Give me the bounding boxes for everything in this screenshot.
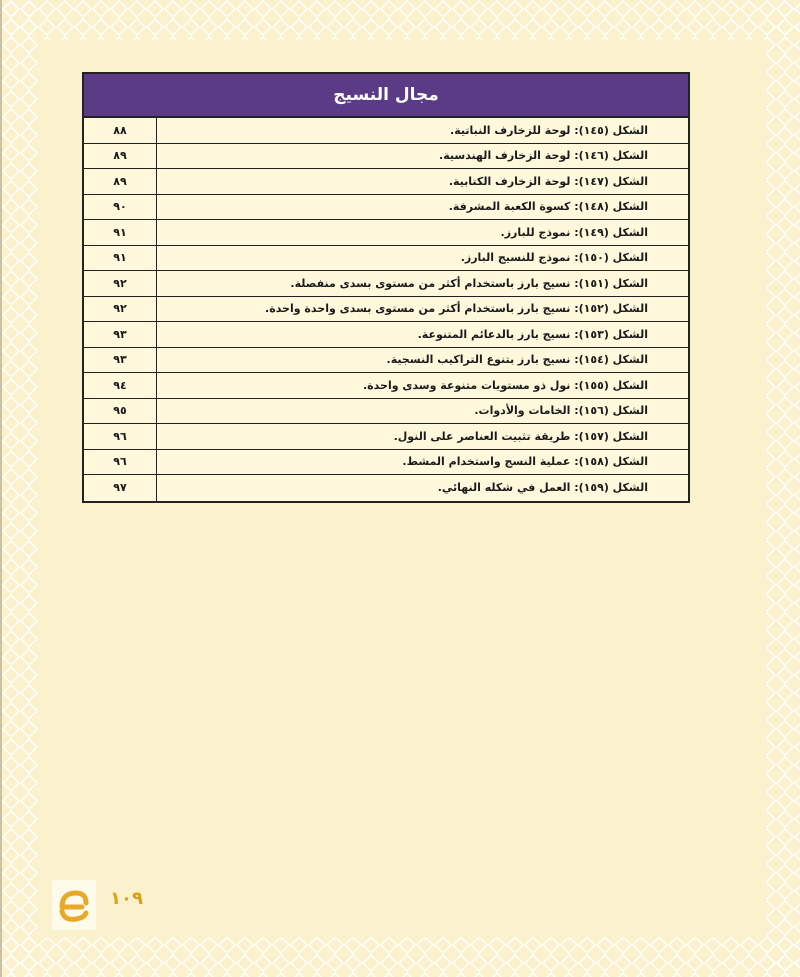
toc-row xyxy=(84,373,688,399)
toc-row-title: الشكل (١٥٩): العمل في شكله النهائي. xyxy=(437,481,648,495)
toc-row-page: ٩٠ xyxy=(84,195,157,220)
publisher-logo-graphic xyxy=(56,885,92,925)
toc-row xyxy=(84,424,688,450)
toc-row-title: الشكل (١٥٢): نسيج بارز باستخدام أكثر من مستوى بسدى واحدة واحدة. xyxy=(265,302,648,316)
publisher-logo-icon xyxy=(52,880,96,930)
toc-row xyxy=(84,399,688,425)
toc-row-page: ٨٩ xyxy=(84,169,157,194)
toc-row-title: الشكل (١٥٥): نول ذو مستويات متنوعة وسدى واحدة. xyxy=(362,378,648,392)
toc-row-title: الشكل (١٤٩): نموذج للبارز. xyxy=(500,225,648,239)
toc-row-page: ٨٨ xyxy=(84,118,157,143)
toc-row xyxy=(84,297,688,323)
toc-table xyxy=(82,72,690,503)
toc-rows xyxy=(84,118,688,501)
toc-row xyxy=(84,144,688,170)
toc-row-title: الشكل (١٥٤): نسيج بارز بتنوع التراكيب النسجية. xyxy=(386,353,648,367)
toc-row-page: ٩١ xyxy=(84,246,157,271)
toc-row xyxy=(84,220,688,246)
toc-row-page: ٩٦ xyxy=(84,450,157,475)
toc-row-title: الشكل (١٤٧): لوحة الزخارف الكتابية. xyxy=(448,174,648,188)
toc-row-title: الشكل (١٤٥): لوحة للزخارف النباتية. xyxy=(450,123,648,137)
toc-row xyxy=(84,475,688,501)
toc-row-title: الشكل (١٥٨): عملية النسج واستخدام المشط. xyxy=(402,455,648,469)
toc-row-page: ٩٦ xyxy=(84,424,157,449)
toc-row xyxy=(84,195,688,221)
toc-row xyxy=(84,246,688,272)
toc-row-title: الشكل (١٥٣): نسيج بارز بالدعائم المتنوعة. xyxy=(417,327,648,341)
toc-row-page: ٨٩ xyxy=(84,144,157,169)
toc-row-title: الشكل (١٤٨): كسوة الكعبة المشرفة. xyxy=(448,200,648,214)
toc-row xyxy=(84,271,688,297)
toc-row-page: ٩٣ xyxy=(84,348,157,373)
toc-row xyxy=(84,348,688,374)
toc-row xyxy=(84,169,688,195)
toc-row-page: ٩٧ xyxy=(84,475,157,501)
toc-row-title: الشكل (١٤٦): لوحة الزخارف الهندسية. xyxy=(439,149,648,163)
toc-row xyxy=(84,322,688,348)
toc-row-page: ٩٤ xyxy=(84,373,157,398)
toc-row-page: ٩١ xyxy=(84,220,157,245)
toc-row-page: ٩٢ xyxy=(84,271,157,296)
toc-row-title: الشكل (١٥٧): طريقة تثبيت العناصر على النول. xyxy=(393,429,648,443)
toc-row-page: ٩٥ xyxy=(84,399,157,424)
toc-row-title: الشكل (١٥١): نسيج بارز باستخدام أكثر من مستوى بسدى منفصلة. xyxy=(290,276,648,290)
toc-row xyxy=(84,118,688,144)
toc-row-page: ٩٣ xyxy=(84,322,157,347)
toc-row-title: الشكل (١٥٦): الخامات والأدوات. xyxy=(474,404,648,418)
toc-row-page: ٩٢ xyxy=(84,297,157,322)
toc-row-title: الشكل (١٥٠): نموذج للنسيج البارز. xyxy=(460,251,648,265)
toc-row xyxy=(84,450,688,476)
page-number: ١٠٩ xyxy=(110,888,143,909)
toc-header: مجال النسيج xyxy=(84,74,688,118)
